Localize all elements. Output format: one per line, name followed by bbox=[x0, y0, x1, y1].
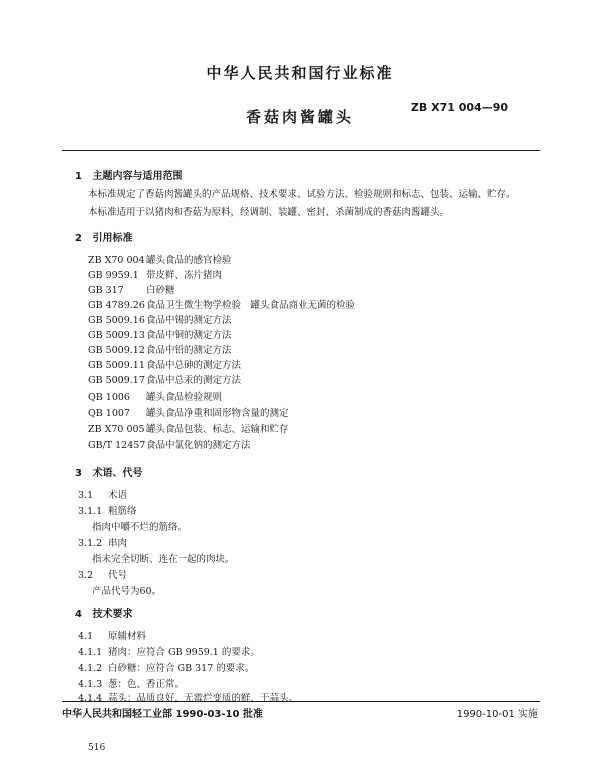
reference-name: 食品中总汞的测定方法 bbox=[146, 375, 242, 386]
term-item bbox=[78, 567, 127, 581]
reference-name: 食品中总砷的测定方法 bbox=[146, 360, 242, 371]
reference-item bbox=[88, 389, 222, 403]
reference-code: GB 5009.11 bbox=[88, 360, 145, 371]
reference-name: 罐头食品净重和固形物含量的测定 bbox=[146, 408, 289, 419]
reference-name: 食品中氯化钠的测定方法 bbox=[146, 440, 251, 451]
reference-item bbox=[88, 312, 232, 326]
reference-item bbox=[88, 437, 251, 451]
reference-item bbox=[88, 372, 241, 386]
section-4-title: 技术要求 bbox=[92, 609, 133, 620]
term-text: 术语 bbox=[108, 490, 128, 501]
requirement-text: 葱：色、香正常。 bbox=[108, 679, 185, 690]
requirement-item bbox=[78, 676, 184, 690]
reference-code: GB/T 12457 bbox=[88, 440, 146, 451]
term-definition: 指未完全切断、连在一起的肉块。 bbox=[92, 554, 235, 565]
reference-code: GB 5009.17 bbox=[88, 375, 145, 386]
requirement-text: 原辅材料 bbox=[108, 631, 147, 642]
reference-code: QB 1006 bbox=[88, 392, 130, 403]
requirement-number: 4.1 bbox=[78, 631, 94, 642]
term-text: 粗筋络 bbox=[108, 506, 137, 517]
section-1-para-2: 本标准适用于以猪肉和香菇为原料，经调制、装罐、密封、杀菌制成的香菇肉酱罐头。 bbox=[88, 207, 450, 218]
reference-item bbox=[88, 405, 289, 419]
term-item bbox=[78, 535, 127, 549]
requirement-text: 白砂糖：应符合 GB 317 的要求。 bbox=[108, 663, 255, 674]
reference-name: 带皮鲜、冻片猪肉 bbox=[146, 270, 223, 281]
term-number: 3.1 bbox=[78, 490, 94, 501]
requirement-number: 4.1.1 bbox=[78, 647, 103, 658]
effective-date: 1990-10-01 实施 bbox=[456, 709, 538, 720]
term-definition: 产品代号为60。 bbox=[92, 586, 162, 597]
reference-name: 食品卫生微生物学检验 罐头食品商业无菌的检验 bbox=[146, 300, 356, 311]
reference-code: GB 317 bbox=[88, 285, 124, 296]
header-divider bbox=[62, 150, 540, 151]
term-number: 3.1.2 bbox=[78, 538, 103, 549]
requirement-item bbox=[78, 628, 146, 642]
section-3-title: 术语、代号 bbox=[92, 468, 143, 479]
term-item bbox=[78, 503, 137, 517]
reference-code: ZB X70 004 bbox=[88, 255, 145, 266]
section-1-para-1: 本标准规定了香菇肉酱罐头的产品规格、技术要求、试验方法、检验规则和标志、包装、运输、贮存。 bbox=[88, 189, 516, 200]
reference-item bbox=[88, 421, 289, 435]
requirement-item bbox=[78, 644, 260, 658]
section-3-heading bbox=[75, 464, 142, 479]
term-item bbox=[78, 487, 127, 501]
reference-item bbox=[88, 342, 232, 356]
reference-code: GB 9959.1 bbox=[88, 270, 139, 281]
section-4-heading bbox=[75, 605, 132, 620]
reference-name: 罐头食品包装、标志、运输和贮存 bbox=[146, 424, 289, 435]
org-title: 中华人民共和国行业标准 bbox=[206, 64, 394, 82]
approval-info: 中华人民共和国轻工业部 1990-03-10 批准 bbox=[62, 709, 263, 720]
requirement-item bbox=[78, 660, 254, 674]
reference-name: 罐头食品检验规则 bbox=[146, 392, 223, 403]
term-definition: 指肉中嚼不烂的筋络。 bbox=[92, 522, 188, 533]
requirement-text: 猪肉：应符合 GB 9959.1 的要求。 bbox=[108, 647, 260, 658]
requirement-number: 4.1.2 bbox=[78, 663, 103, 674]
reference-item bbox=[88, 357, 241, 371]
term-text: 串肉 bbox=[108, 538, 128, 549]
reference-name: 罐头食品的感官检验 bbox=[146, 255, 232, 266]
reference-name: 食品中铅的测定方法 bbox=[146, 345, 232, 356]
requirement-number: 4.1.3 bbox=[78, 679, 103, 690]
standard-code: ZB X71 004—90 bbox=[410, 101, 508, 114]
reference-name: 白砂糖 bbox=[146, 285, 175, 296]
reference-code: QB 1007 bbox=[88, 408, 130, 419]
reference-item bbox=[88, 327, 232, 341]
reference-code: ZB X70 005 bbox=[88, 424, 145, 435]
reference-item bbox=[88, 252, 232, 266]
term-number: 3.2 bbox=[78, 570, 94, 581]
reference-name: 食品中铜的测定方法 bbox=[146, 330, 232, 341]
requirement-number: 4.1.4 bbox=[78, 693, 103, 704]
section-2-heading bbox=[75, 229, 132, 244]
term-text: 代号 bbox=[108, 570, 128, 581]
section-2-title: 引用标准 bbox=[92, 233, 133, 244]
footer-divider bbox=[62, 701, 540, 702]
term-number: 3.1.1 bbox=[78, 506, 103, 517]
reference-name: 食品中锡的测定方法 bbox=[146, 315, 232, 326]
section-1-number: 1 bbox=[75, 171, 82, 182]
section-4-number: 4 bbox=[75, 609, 82, 620]
reference-code: GB 5009.16 bbox=[88, 315, 145, 326]
section-3-number: 3 bbox=[75, 468, 82, 479]
requirement-text: 蒜头：品质良好，无霉烂变质的鲜、干蒜头。 bbox=[108, 693, 299, 704]
reference-item bbox=[88, 267, 222, 281]
reference-code: GB 4789.26 bbox=[88, 300, 145, 311]
document-title: 香菇肉酱罐头 bbox=[245, 108, 354, 126]
section-1-heading bbox=[75, 167, 182, 182]
page-number: 516 bbox=[88, 743, 106, 753]
reference-code: GB 5009.12 bbox=[88, 345, 145, 356]
section-1-title: 主题内容与适用范围 bbox=[92, 171, 183, 182]
reference-code: GB 5009.13 bbox=[88, 330, 145, 341]
reference-item bbox=[88, 297, 355, 311]
section-2-number: 2 bbox=[75, 233, 82, 244]
reference-item bbox=[88, 282, 175, 296]
